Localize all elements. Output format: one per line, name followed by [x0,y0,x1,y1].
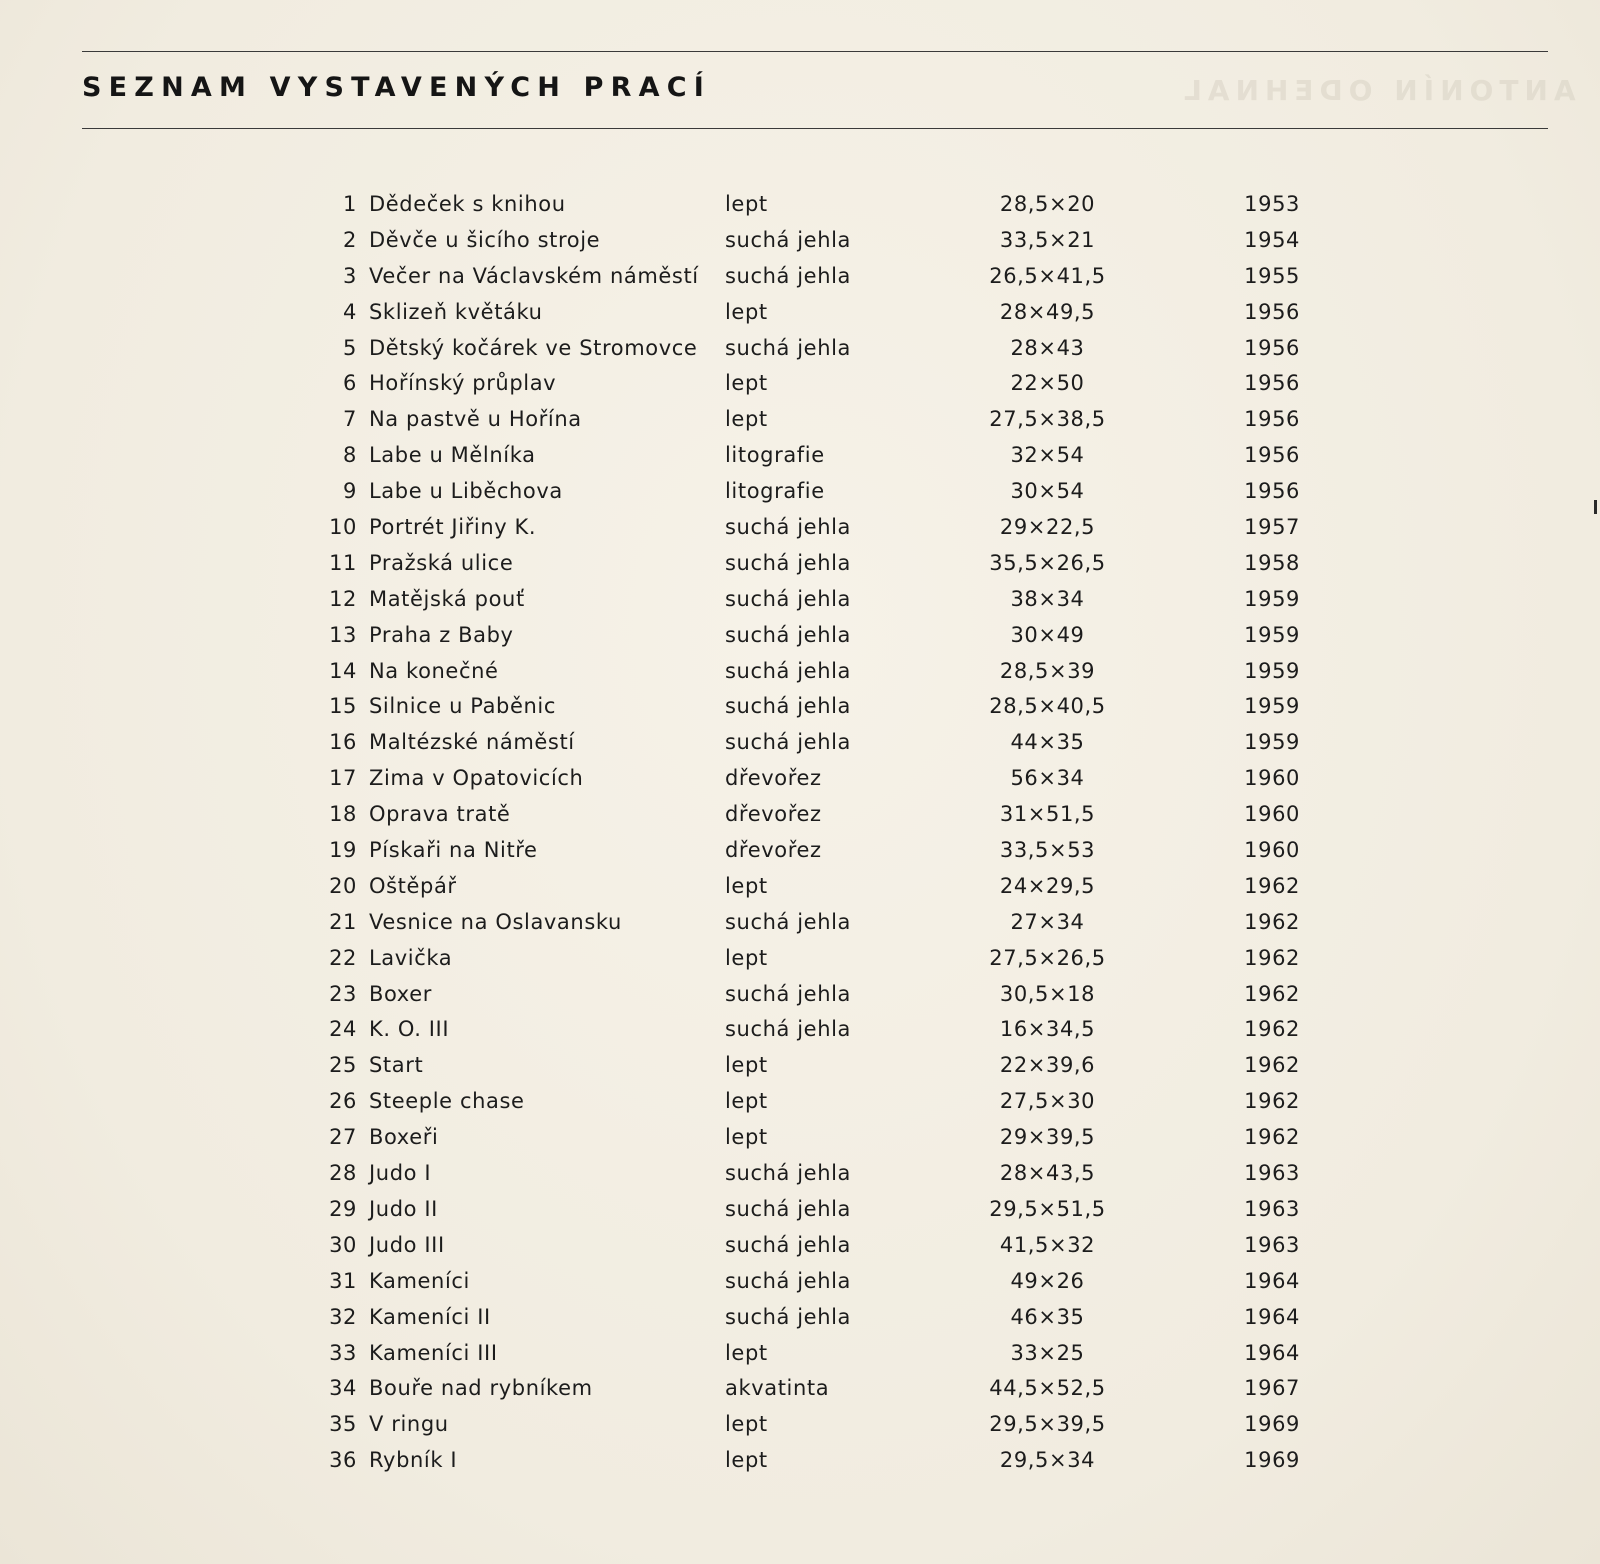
work-year: 1958 [1244,550,1300,575]
work-technique: suchá jehla [725,622,852,647]
work-dimensions: 29,5×34 [999,1448,1096,1473]
work-title: Kameníci [369,1268,470,1293]
work-row [0,367,1600,403]
work-title: Pískaři na Nitře [369,838,538,863]
work-dimensions: 32×54 [1010,443,1085,468]
work-number: 1 [343,192,357,216]
work-dimensions: 27,5×26,5 [989,945,1106,970]
work-dimensions: 33,5×53 [999,838,1096,863]
work-row [0,655,1600,691]
work-row [0,726,1600,762]
work-year: 1956 [1244,335,1300,360]
work-row [0,1408,1600,1444]
work-row [0,1229,1600,1265]
work-year: 1963 [1244,1196,1300,1221]
work-technique: dřevořez [725,838,822,863]
work-number: 5 [343,335,357,360]
work-number: 29 [329,1196,357,1221]
work-number: 21 [329,909,357,934]
work-title: Judo III [369,1232,445,1257]
work-dimensions: 26,5×41,5 [989,263,1106,288]
work-year: 1956 [1244,443,1300,468]
work-number: 30 [329,1232,357,1257]
work-dimensions: 29×39,5 [999,1125,1096,1150]
work-title: Steeple chase [369,1089,525,1114]
work-title: Pražská ulice [369,550,514,575]
work-technique: suchá jehla [725,658,852,683]
work-row [0,188,1600,224]
work-year: 1954 [1244,227,1300,252]
work-title: Boxer [369,981,432,1006]
work-row [0,1157,1600,1193]
work-technique: dřevořez [725,766,822,791]
work-year: 1964 [1244,1304,1300,1329]
work-row [0,1337,1600,1373]
work-year: 1959 [1244,694,1300,719]
work-row [0,260,1600,296]
work-title: Vesnice na Oslavansku [369,909,622,934]
work-title: Judo II [369,1196,438,1221]
work-technique: suchá jehla [725,981,852,1006]
work-technique: suchá jehla [725,1017,852,1042]
work-dimensions: 35,5×26,5 [989,550,1106,575]
work-title: Kameníci III [369,1340,498,1365]
work-year: 1959 [1244,586,1300,611]
work-dimensions: 27,5×30 [999,1089,1096,1114]
work-number: 22 [329,945,357,970]
work-title: Hořínský průplav [369,371,557,396]
work-year: 1960 [1244,838,1300,863]
work-dimensions: 38×34 [1010,586,1085,611]
work-year: 1960 [1244,766,1300,791]
work-title: Boxeři [369,1125,439,1150]
work-title: Rybník I [369,1448,458,1473]
work-number: 25 [329,1053,357,1078]
work-number: 7 [343,407,357,432]
work-technique: suchá jehla [725,909,852,934]
work-row [0,547,1600,583]
work-row [0,296,1600,332]
work-title: Dědeček s knihou [369,192,566,216]
work-dimensions: 29,5×51,5 [989,1196,1106,1221]
work-dimensions: 28×43,5 [999,1161,1096,1186]
work-number: 3 [343,263,357,288]
work-row [0,1301,1600,1337]
work-year: 1962 [1244,1053,1300,1078]
work-number: 6 [343,371,357,396]
work-title: Na konečné [369,658,499,683]
work-dimensions: 41,5×32 [999,1232,1096,1257]
work-technique: litografie [725,443,825,468]
work-title: Na pastvě u Hořína [369,407,582,432]
work-title: Praha z Baby [369,622,514,647]
work-title: V ringu [369,1412,449,1437]
work-number: 9 [343,479,357,504]
work-year: 1963 [1244,1161,1300,1186]
work-technique: suchá jehla [725,694,852,719]
work-year: 1959 [1244,730,1300,755]
work-title: Labe u Mělníka [369,443,536,468]
work-row [0,798,1600,834]
work-number: 15 [329,694,357,719]
work-technique: suchá jehla [725,730,852,755]
work-row [0,906,1600,942]
work-year: 1967 [1244,1376,1300,1401]
work-number: 27 [329,1125,357,1150]
work-title: Portrét Jiřiny K. [369,515,537,540]
work-number: 19 [329,838,357,863]
work-technique: litografie [725,479,825,504]
work-year: 1969 [1244,1448,1300,1473]
work-year: 1956 [1244,371,1300,396]
work-technique: suchá jehla [725,515,852,540]
work-row [0,870,1600,906]
work-row [0,1121,1600,1157]
work-number: 14 [329,658,357,683]
work-technique: suchá jehla [725,586,852,611]
work-year: 1959 [1244,658,1300,683]
work-number: 36 [329,1448,357,1473]
work-year: 1956 [1244,407,1300,432]
work-title: Zima v Opatovicích [369,766,584,791]
bleed-through-text: ANTONÍN ODEHNAL [1178,74,1576,107]
work-year: 1962 [1244,1125,1300,1150]
work-year: 1962 [1244,1089,1300,1114]
work-title: Judo I [369,1161,432,1186]
work-dimensions: 28,5×40,5 [989,694,1106,719]
work-year: 1953 [1244,192,1300,216]
work-row [0,942,1600,978]
work-title: Labe u Liběchova [369,479,563,504]
work-dimensions: 30,5×18 [999,981,1096,1006]
work-year: 1962 [1244,909,1300,934]
work-year: 1955 [1244,263,1300,288]
work-number: 17 [329,766,357,791]
work-technique: lept [725,299,768,324]
work-technique: suchá jehla [725,1232,852,1257]
work-dimensions: 44,5×52,5 [989,1376,1106,1401]
work-dimensions: 24×29,5 [999,873,1096,898]
work-technique: suchá jehla [725,1268,852,1293]
work-dimensions: 28×43 [1010,335,1085,360]
work-technique: lept [725,945,768,970]
work-row [0,1193,1600,1229]
work-year: 1964 [1244,1340,1300,1365]
work-title: Maltézské náměstí [369,730,575,755]
work-row [0,762,1600,798]
work-dimensions: 56×34 [1010,766,1085,791]
work-technique: lept [725,1412,768,1437]
work-row [0,978,1600,1014]
work-row [0,439,1600,475]
work-dimensions: 28×49,5 [999,299,1096,324]
work-dimensions: 30×49 [1010,622,1085,647]
work-number: 13 [329,622,357,647]
work-year: 1963 [1244,1232,1300,1257]
work-technique: lept [725,1340,768,1365]
work-technique: lept [725,1053,768,1078]
work-dimensions: 33,5×21 [999,227,1096,252]
work-number: 23 [329,981,357,1006]
work-number: 31 [329,1268,357,1293]
work-row [0,690,1600,726]
work-dimensions: 29,5×39,5 [989,1412,1106,1437]
work-year: 1960 [1244,802,1300,827]
work-number: 8 [343,443,357,468]
work-number: 4 [343,299,357,324]
work-dimensions: 16×34,5 [999,1017,1096,1042]
work-year: 1962 [1244,873,1300,898]
work-title: Dětský kočárek ve Stromovce [369,335,698,360]
work-dimensions: 33×25 [1010,1340,1085,1365]
work-dimensions: 30×54 [1010,479,1085,504]
work-technique: lept [725,192,768,216]
work-row [0,332,1600,368]
work-year: 1964 [1244,1268,1300,1293]
work-number: 34 [329,1376,357,1401]
work-number: 2 [343,227,357,252]
work-technique: suchá jehla [725,1304,852,1329]
work-dimensions: 28,5×39 [999,658,1096,683]
work-dimensions: 27×34 [1010,909,1085,934]
work-dimensions: 28,5×20 [999,192,1096,216]
work-title: Start [369,1053,424,1078]
work-number: 32 [329,1304,357,1329]
work-title: Oštěpář [369,873,457,898]
work-row [0,1049,1600,1085]
work-title: Děvče u šicího stroje [369,227,601,252]
heading-rule [82,128,1548,129]
work-row [0,1372,1600,1408]
work-technique: lept [725,873,768,898]
work-row [0,1013,1600,1049]
work-row [0,1085,1600,1121]
work-technique: suchá jehla [725,335,852,360]
work-title: K. O. III [369,1017,450,1042]
work-dimensions: 22×39,6 [999,1053,1096,1078]
work-number: 26 [329,1089,357,1114]
work-technique: lept [725,1448,768,1473]
work-technique: suchá jehla [725,550,852,575]
work-dimensions: 44×35 [1010,730,1085,755]
work-row [0,403,1600,439]
work-dimensions: 31×51,5 [999,802,1096,827]
work-row [0,1444,1600,1480]
work-dimensions: 29×22,5 [999,515,1096,540]
work-year: 1969 [1244,1412,1300,1437]
work-dimensions: 27,5×38,5 [989,407,1106,432]
work-number: 18 [329,802,357,827]
work-technique: akvatinta [725,1376,830,1401]
work-dimensions: 22×50 [1010,371,1085,396]
work-row [0,511,1600,547]
work-number: 16 [329,730,357,755]
work-technique: suchá jehla [725,227,852,252]
work-year: 1962 [1244,1017,1300,1042]
work-number: 10 [329,515,357,540]
work-title: Sklizeň květáku [369,299,543,324]
work-technique: suchá jehla [725,1161,852,1186]
work-dimensions: 46×35 [1010,1304,1085,1329]
work-technique: lept [725,371,768,396]
work-number: 12 [329,586,357,611]
top-rule [82,51,1548,52]
work-number: 20 [329,873,357,898]
work-row [0,583,1600,619]
work-number: 35 [329,1412,357,1437]
work-dimensions: 49×26 [1010,1268,1085,1293]
work-year: 1962 [1244,945,1300,970]
work-number: 11 [329,550,357,575]
work-row [0,475,1600,511]
work-title: Silnice u Paběnic [369,694,556,719]
work-year: 1956 [1244,479,1300,504]
works-list [0,188,1600,1480]
work-title: Večer na Václavském náměstí [369,263,699,288]
work-technique: suchá jehla [725,263,852,288]
work-number: 28 [329,1161,357,1186]
work-number: 33 [329,1340,357,1365]
work-row [0,1265,1600,1301]
work-year: 1957 [1244,515,1300,540]
work-year: 1962 [1244,981,1300,1006]
work-title: Matějská pouť [369,586,525,611]
page-edge-mark [1594,500,1597,514]
work-title: Oprava tratě [369,802,511,827]
work-technique: lept [725,1089,768,1114]
work-year: 1959 [1244,622,1300,647]
work-year: 1956 [1244,299,1300,324]
work-technique: lept [725,1125,768,1150]
work-technique: lept [725,407,768,432]
work-title: Bouře nad rybníkem [369,1376,593,1401]
page-heading: SEZNAM VYSTAVENÝCH PRACÍ [82,72,711,103]
work-title: Lavička [369,945,453,970]
work-number: 24 [329,1017,357,1042]
work-technique: dřevořez [725,802,822,827]
work-row [0,224,1600,260]
work-title: Kameníci II [369,1304,491,1329]
work-row [0,619,1600,655]
work-technique: suchá jehla [725,1196,852,1221]
work-row [0,834,1600,870]
